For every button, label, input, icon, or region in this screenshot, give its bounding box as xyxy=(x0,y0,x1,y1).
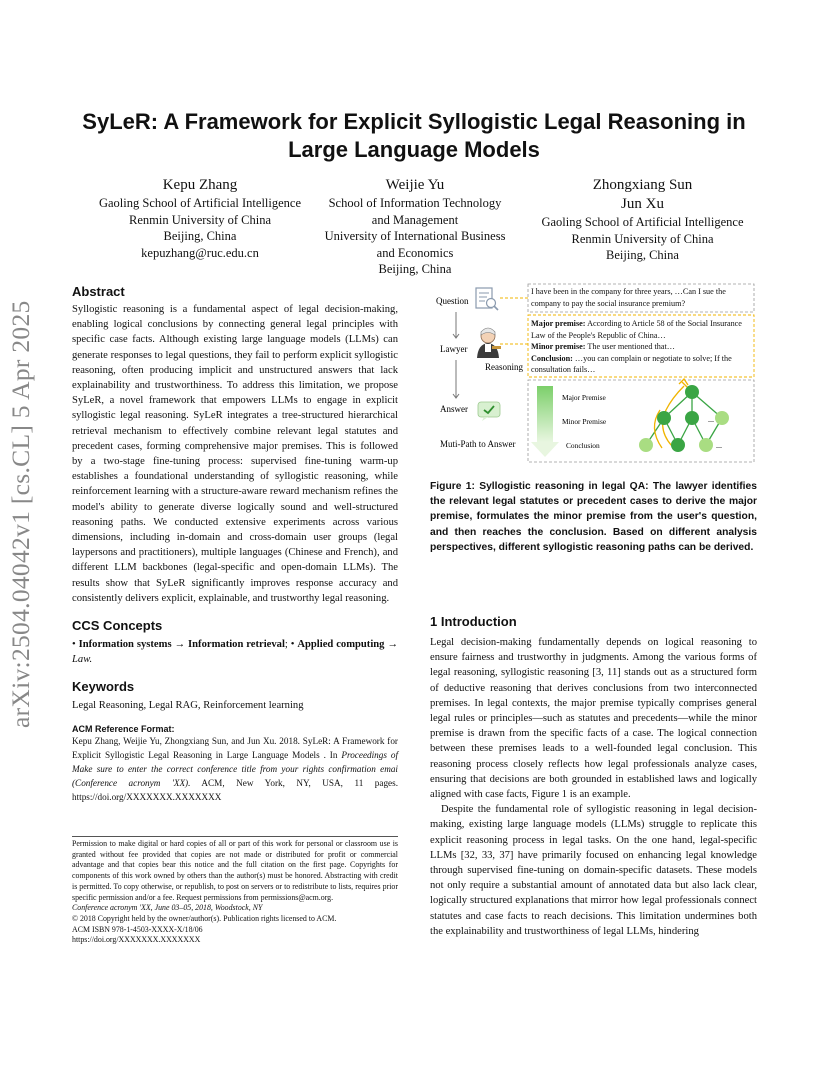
tree-node xyxy=(639,438,653,452)
acm-ref-heading: ACM Reference Format: xyxy=(72,723,175,734)
paper-title: SyLeR: A Framework for Explicit Syllogistic Legal Reasoning in Large Language Models xyxy=(82,109,746,162)
author-affiliation: School of Information Technology xyxy=(328,196,502,210)
document-search-icon xyxy=(476,288,498,310)
doi-line: https://doi.org/XXXXXXX.XXXXXXX xyxy=(72,935,201,945)
tree-node xyxy=(715,411,729,425)
author-name: Weijie Yu xyxy=(385,177,445,193)
conference-line: Conference acronym 'XX, June 03–05, 2018, Woodstock, NY xyxy=(72,903,263,913)
author-name: Zhongxiang Sun xyxy=(592,177,693,193)
left-column xyxy=(72,284,398,805)
author-name: Jun Xu xyxy=(621,196,664,212)
keywords-heading: Keywords xyxy=(72,679,135,695)
footnote-rule xyxy=(72,836,398,837)
flow-arrow xyxy=(453,312,459,398)
reasoning-tree xyxy=(639,379,729,452)
conclusion-text: …you can complain or negotiate to solve; If the consultation fails… xyxy=(531,353,732,374)
reasoning-label: Reasoning xyxy=(485,362,523,372)
syllogism-text xyxy=(531,318,753,376)
major-premise-tag: Major Premise xyxy=(562,393,606,402)
author-affiliation: and Economics xyxy=(376,245,454,260)
multipath-label: Muti-Path to Answer xyxy=(440,439,516,449)
keywords-text: Legal Reasoning, Legal RAG, Reinforcement learning xyxy=(72,700,304,712)
intro-paragraph-1: Legal decision-making fundamentally depends on logical reasoning to ensure fairness and trustworthy in judgments. Among the various forms of legal reasoning, syllogistic reasoning [3, 11] stands out as a structured form of deductive reasoning that derives conclusions from two interconnected premises. In legal contexts, the major premise typically comprises general legal rules or principles—such as statutes and precedents—while the minor premise is drawn from the specific facts of a case. The logical connection between these premises leads to a well-founded legal conclusion. This reasoning process closely reflects how legal professionals analyze cases, ensuring that decisions are both grounded in established laws and logically aligned with case facts, Figure 1 is an example. xyxy=(430,637,757,801)
author-affiliation: Gaoling School of Artificial Intelligence xyxy=(98,196,302,210)
tree-node xyxy=(671,438,685,452)
tree-node xyxy=(699,438,713,452)
lawyer-icon xyxy=(477,328,501,358)
conclusion-label: Conclusion: xyxy=(531,353,573,363)
ccs-heading: CCS Concepts xyxy=(72,618,163,634)
ccs-item: Information systems xyxy=(78,639,172,651)
tree-node xyxy=(657,411,671,425)
isbn-line: ACM ISBN 978-1-4503-XXXX-X/18/06 xyxy=(72,924,203,934)
author-name: Kepu Zhang xyxy=(162,177,238,193)
author-affiliation: Renmin University of China xyxy=(129,212,271,227)
premise-flow-arrow xyxy=(531,386,559,457)
figure-1 xyxy=(430,282,758,468)
ccs-item: Law. xyxy=(72,654,93,666)
permission-block xyxy=(72,839,398,946)
question-label: Question xyxy=(436,296,469,306)
author-affiliation: Beijing, China xyxy=(163,229,237,243)
conclusion-tag: Conclusion xyxy=(566,441,600,450)
copyright-line: © 2018 Copyright held by the owner/author(s). Publication rights licensed to ACM. xyxy=(72,913,337,923)
author-affiliation: and Management xyxy=(371,212,459,227)
ccs-item: Applied computing xyxy=(297,639,385,651)
abstract-heading: Abstract xyxy=(72,284,125,299)
minor-premise-tag: Minor Premise xyxy=(562,417,607,426)
lawyer-label: Lawyer xyxy=(440,344,468,354)
author-affiliation: Renmin University of China xyxy=(571,231,714,246)
abstract-text: Syllogistic reasoning is a fundamental aspect of legal decision-making, enabling logical conclusions by connecting general legal principles with specific case facts. Although existing large language models (LLMs) can generate responses to legal questions, they fail to perform explicit syllogistic reasoning, often producing implicit and unstructured answers that lack explainability and trustworthiness. To address this limitation, we propose SyLeR, a novel framework that empowers LLMs to engage in explicit syllogistic legal reasoning. SyLeR integrates a tree-structured hierarchical retrieval mechanism to effectively combine relevant legal statutes and precedent cases, forming comprehensive major premises. This is followed by a two-stage fine-tuning process: supervised fine-tuning warm-up establishes a foundational understanding of syllogistic reasoning, while reinforcement learning with a structure-aware reward mechanism refines the model's ability to generate diverse logically sound and well-structured reasoning paths. We conducted extensive experiments across various dimensions, including in-domain and cross-domain user groups (legal laypersons and practitioners), multiple languages (Chinese and French), and different LLM backbones (legal-specific and open-domain LLMs). The results show that SyLeR significantly improves response accuracy and consistently delivers explicit, explainable, and trustworthy legal reasoning. xyxy=(72,304,398,604)
answer-label: Answer xyxy=(440,404,468,414)
major-premise-label: Major premise: xyxy=(531,319,586,328)
author-block-1 xyxy=(85,176,315,261)
author-affiliation: University of International Business xyxy=(324,229,506,243)
ccs-item: Information retrieval xyxy=(188,639,285,651)
figure-caption: Figure 1: Syllogistic reasoning in legal QA: The lawyer identifies the relevant legal statutes or precedent cases to derive the major premise, formulates the minor premise from the user's question, and then reaches the conclusion. Based on different analysis perspectives, different syllogistic reasoning paths can be derived. xyxy=(430,481,757,553)
author-block-2 xyxy=(305,176,525,278)
major-premise-text: According to Article 58 of the Social Insurance Law of the People's Republic of China… xyxy=(531,319,742,340)
tree-ellipsis: ... xyxy=(716,441,722,450)
minor-premise-label: Minor premise: xyxy=(531,342,586,351)
question-text: I have been in the company for three years, …Can I sue the company to pay the social insurance premium? xyxy=(531,287,726,308)
intro-paragraph-2: Despite the fundamental role of syllogistic reasoning in legal decision-making, existing large language models (LLMs) struggle to replicate this explicit reasoning process in legal tasks. On the one hand, legal-specific LLMs [32, 33, 37] have primarily focused on enhancing legal knowledge through supervised fine-tuning on domain-specific datasets. These models not only require a substantial amount of annotated data but also lack clear, logically structured explanations that mirror how legal professionals connect statutes and case facts to reach decisions. This limitation undermines both the explainability and trustworthiness of legal LLMs, hindering xyxy=(430,804,757,937)
section-heading: 1 Introduction xyxy=(430,614,517,629)
ccs-concepts: • Information systems → Information retrieval; • Applied computing → Law. xyxy=(72,639,398,666)
minor-premise-text: The user mentioned that… xyxy=(587,342,675,351)
author-block-3 xyxy=(525,176,760,264)
author-affiliation: Gaoling School of Artificial Intelligence xyxy=(541,215,744,229)
author-affiliation: Beijing, China xyxy=(606,248,679,262)
answer-chat-icon xyxy=(478,402,500,421)
permission-text: Permission to make digital or hard copies of all or part of this work for personal or classroom use is granted without fee provided that copies are not made or distributed for profit or commercial advantage and that copies bear this notice and the full citation on the first page. Copyrights for components of this work owned by others than the author(s) must be honored. Abstracting with credit is permitted. To copy otherwise, or republish, to post on servers or to redistribute to lists, requires prior specific permission and/or a fee. Request permissions from permissions@acm.org. xyxy=(72,839,398,902)
tree-ellipsis: ... xyxy=(708,415,714,424)
author-email: kepuzhang@ruc.edu.cn xyxy=(141,245,259,260)
author-affiliation: Beijing, China xyxy=(378,262,452,276)
acm-ref-text: Kepu Zhang, Weijie Yu, Zhongxiang Sun, and Jun Xu. 2018. SyLeR: A Framework for Explicit Syllogistic Legal Reasoning in Large Language Models . In Proceedings of Make sure to enter the correct conference title from your rights confirmation emai (Conference acronym 'XX). ACM, New York, NY, USA, 11 pages. https://doi.org/XXXXXXX.XXXXXXX xyxy=(72,735,399,803)
tree-node xyxy=(685,411,699,425)
arxiv-stamp: arXiv:2504.04042v1 [cs.CL] 5 Apr 2025 xyxy=(6,300,35,728)
tree-node xyxy=(685,385,699,399)
right-column xyxy=(430,614,757,939)
